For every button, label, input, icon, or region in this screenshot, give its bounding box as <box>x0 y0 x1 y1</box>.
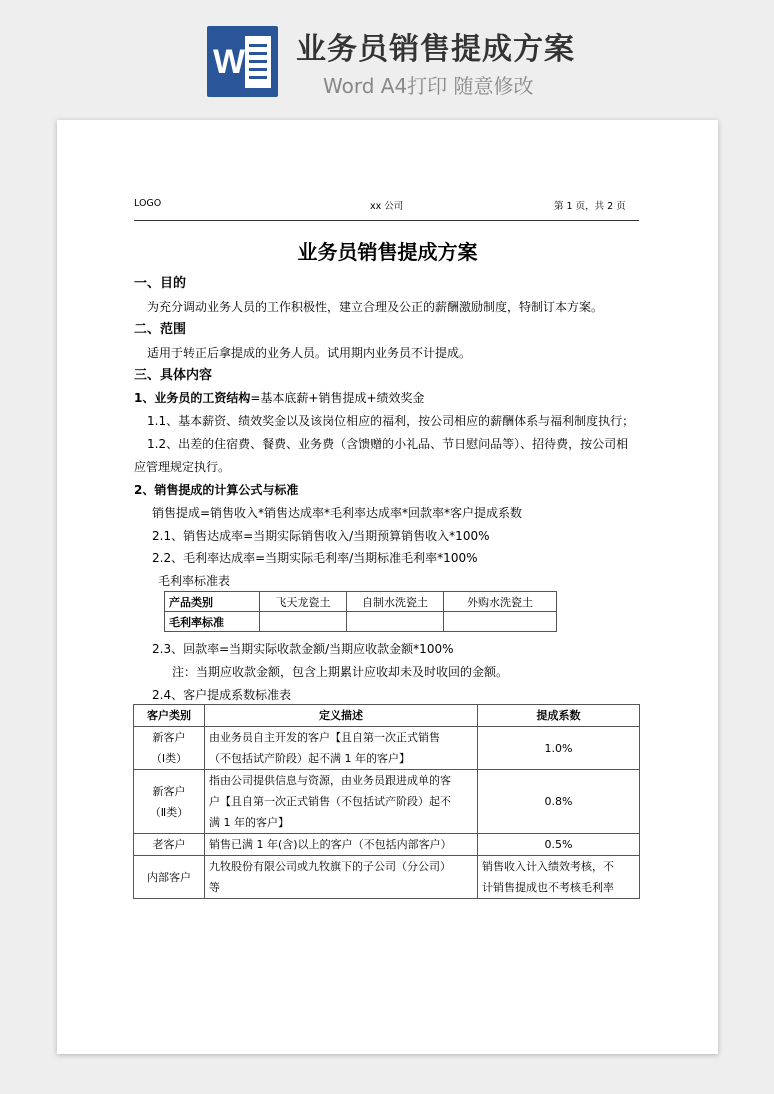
cell-line: 计销售提成也不考核毛利率 <box>482 881 614 894</box>
table-row <box>134 727 640 770</box>
formula-2-2: 2.2、毛利率达成率=当期实际毛利率/当期标准毛利率*100% <box>152 551 478 565</box>
table-cell <box>444 612 557 632</box>
table-cell <box>205 727 478 770</box>
word-icon <box>207 26 278 97</box>
header-logo: LOGO <box>134 198 162 209</box>
table-header-cell: 定义描述 <box>205 705 478 727</box>
table-header-cell: 提成系数 <box>478 705 640 727</box>
section-3-heading: 三、具体内容 <box>134 368 213 383</box>
table-cell: 外购水洗瓷土 <box>444 592 557 612</box>
customer-coefficient-table <box>133 704 640 899</box>
item-1-1: 1.1、基本薪资、绩效奖金以及该岗位相应的福利，按公司相应的薪酬体系与福利制度执行； <box>147 414 635 428</box>
table-cell: 自制水洗瓷土 <box>347 592 444 612</box>
item-1-rest: =基本底薪+销售提成+绩效奖金 <box>250 391 425 405</box>
cell-line: 由业务员自主开发的客户【且自第一次正式销售 <box>209 731 440 744</box>
table-row <box>134 856 640 899</box>
table-cell <box>205 770 478 834</box>
cell-line: 九牧股份有限公司或九牧旗下的子公司（分公司） <box>209 860 451 873</box>
cell-line: 满 1 年的客户】 <box>209 816 289 829</box>
table-header-cell: 客户类别 <box>134 705 205 727</box>
banner-subtitle: Word A4打印 随意修改 <box>323 74 534 98</box>
section-2-text: 适用于转正后拿提成的业务人员。试用期内业务员不计提成。 <box>147 346 472 360</box>
formula-2-3: 2.3、回款率=当期实际收款金额/当期应收款金额*100% <box>152 642 454 656</box>
table-cell: 飞天龙瓷土 <box>260 592 347 612</box>
item-1-heading <box>134 390 425 406</box>
table-cell: 老客户 <box>134 834 205 856</box>
table-cell: 1.0% <box>478 727 640 770</box>
formula-2-1: 2.1、销售达成率=当期实际销售收入/当期预算销售收入*100% <box>152 529 490 543</box>
cell-line: 户【且自第一次正式销售（不包括试产阶段）起不 <box>209 795 451 808</box>
item-1-2-line2: 应管理规定执行。 <box>134 460 231 474</box>
table-cell <box>260 612 347 632</box>
banner <box>0 0 774 118</box>
table-row <box>165 592 557 612</box>
formula-2-4: 2.4、客户提成系数标准表 <box>152 688 292 702</box>
item-1-2-line1: 1.2、出差的住宿费、餐费、业务费（含馈赠的小礼品、节日慰问品等）、招待费，按公司相 <box>147 437 629 451</box>
cell-line: 新客户 <box>152 731 186 744</box>
table-header-row <box>134 705 640 727</box>
item-2-heading: 2、销售提成的计算公式与标准 <box>134 483 299 497</box>
cell-line: （Ⅰ类） <box>150 752 188 765</box>
banner-title: 业务员销售提成方案 <box>296 32 575 67</box>
word-page-shape <box>245 36 271 88</box>
margin-table-caption: 毛利率标准表 <box>158 574 231 588</box>
header-page-info: 第 1 页，共 2 页 <box>554 201 626 212</box>
table-cell: 销售已满 1 年(含)以上的客户（不包括内部客户） <box>205 834 478 856</box>
table-cell: 内部客户 <box>134 856 205 899</box>
note-text: 注：当期应收款金额，包含上期累计应收却未及时收回的金额。 <box>172 665 509 679</box>
cell-line: 销售收入计入绩效考核，不 <box>482 860 614 873</box>
header-rule <box>134 220 639 221</box>
table-cell <box>134 770 205 834</box>
margin-standard-table <box>164 591 557 632</box>
commission-formula: 销售提成=销售收入*销售达成率*毛利率达成率*回款率*客户提成系数 <box>152 506 523 520</box>
table-cell: 0.5% <box>478 834 640 856</box>
section-2-heading: 二、范围 <box>134 322 187 337</box>
header-company: xx 公司 <box>370 201 404 212</box>
word-icon-letter: W <box>212 43 246 81</box>
table-cell: 0.8% <box>478 770 640 834</box>
table-cell: 毛利率标准 <box>165 612 260 632</box>
table-row <box>134 770 640 834</box>
cell-line: 等 <box>209 881 220 894</box>
section-1-text: 为充分调动业务人员的工作积极性，建立合理及公正的薪酬激励制度，特制订本方案。 <box>147 300 604 314</box>
cell-line: （Ⅱ类） <box>149 805 189 819</box>
table-cell <box>205 856 478 899</box>
document-page <box>57 120 718 1054</box>
table-row <box>165 612 557 632</box>
table-cell <box>347 612 444 632</box>
table-cell: 产品类别 <box>165 592 260 612</box>
section-1-heading: 一、目的 <box>134 276 187 291</box>
table-cell <box>134 727 205 770</box>
cell-line: 指由公司提供信息与资源，由业务员跟进成单的客 <box>209 774 451 787</box>
document-title: 业务员销售提成方案 <box>297 240 478 264</box>
table-cell <box>478 856 640 899</box>
item-1-bold: 1、业务员的工资结构 <box>134 391 251 405</box>
cell-line: （不包括试产阶段）起不满 1 年的客户】 <box>209 752 410 765</box>
cell-line: 新客户 <box>152 784 186 798</box>
table-row <box>134 834 640 856</box>
